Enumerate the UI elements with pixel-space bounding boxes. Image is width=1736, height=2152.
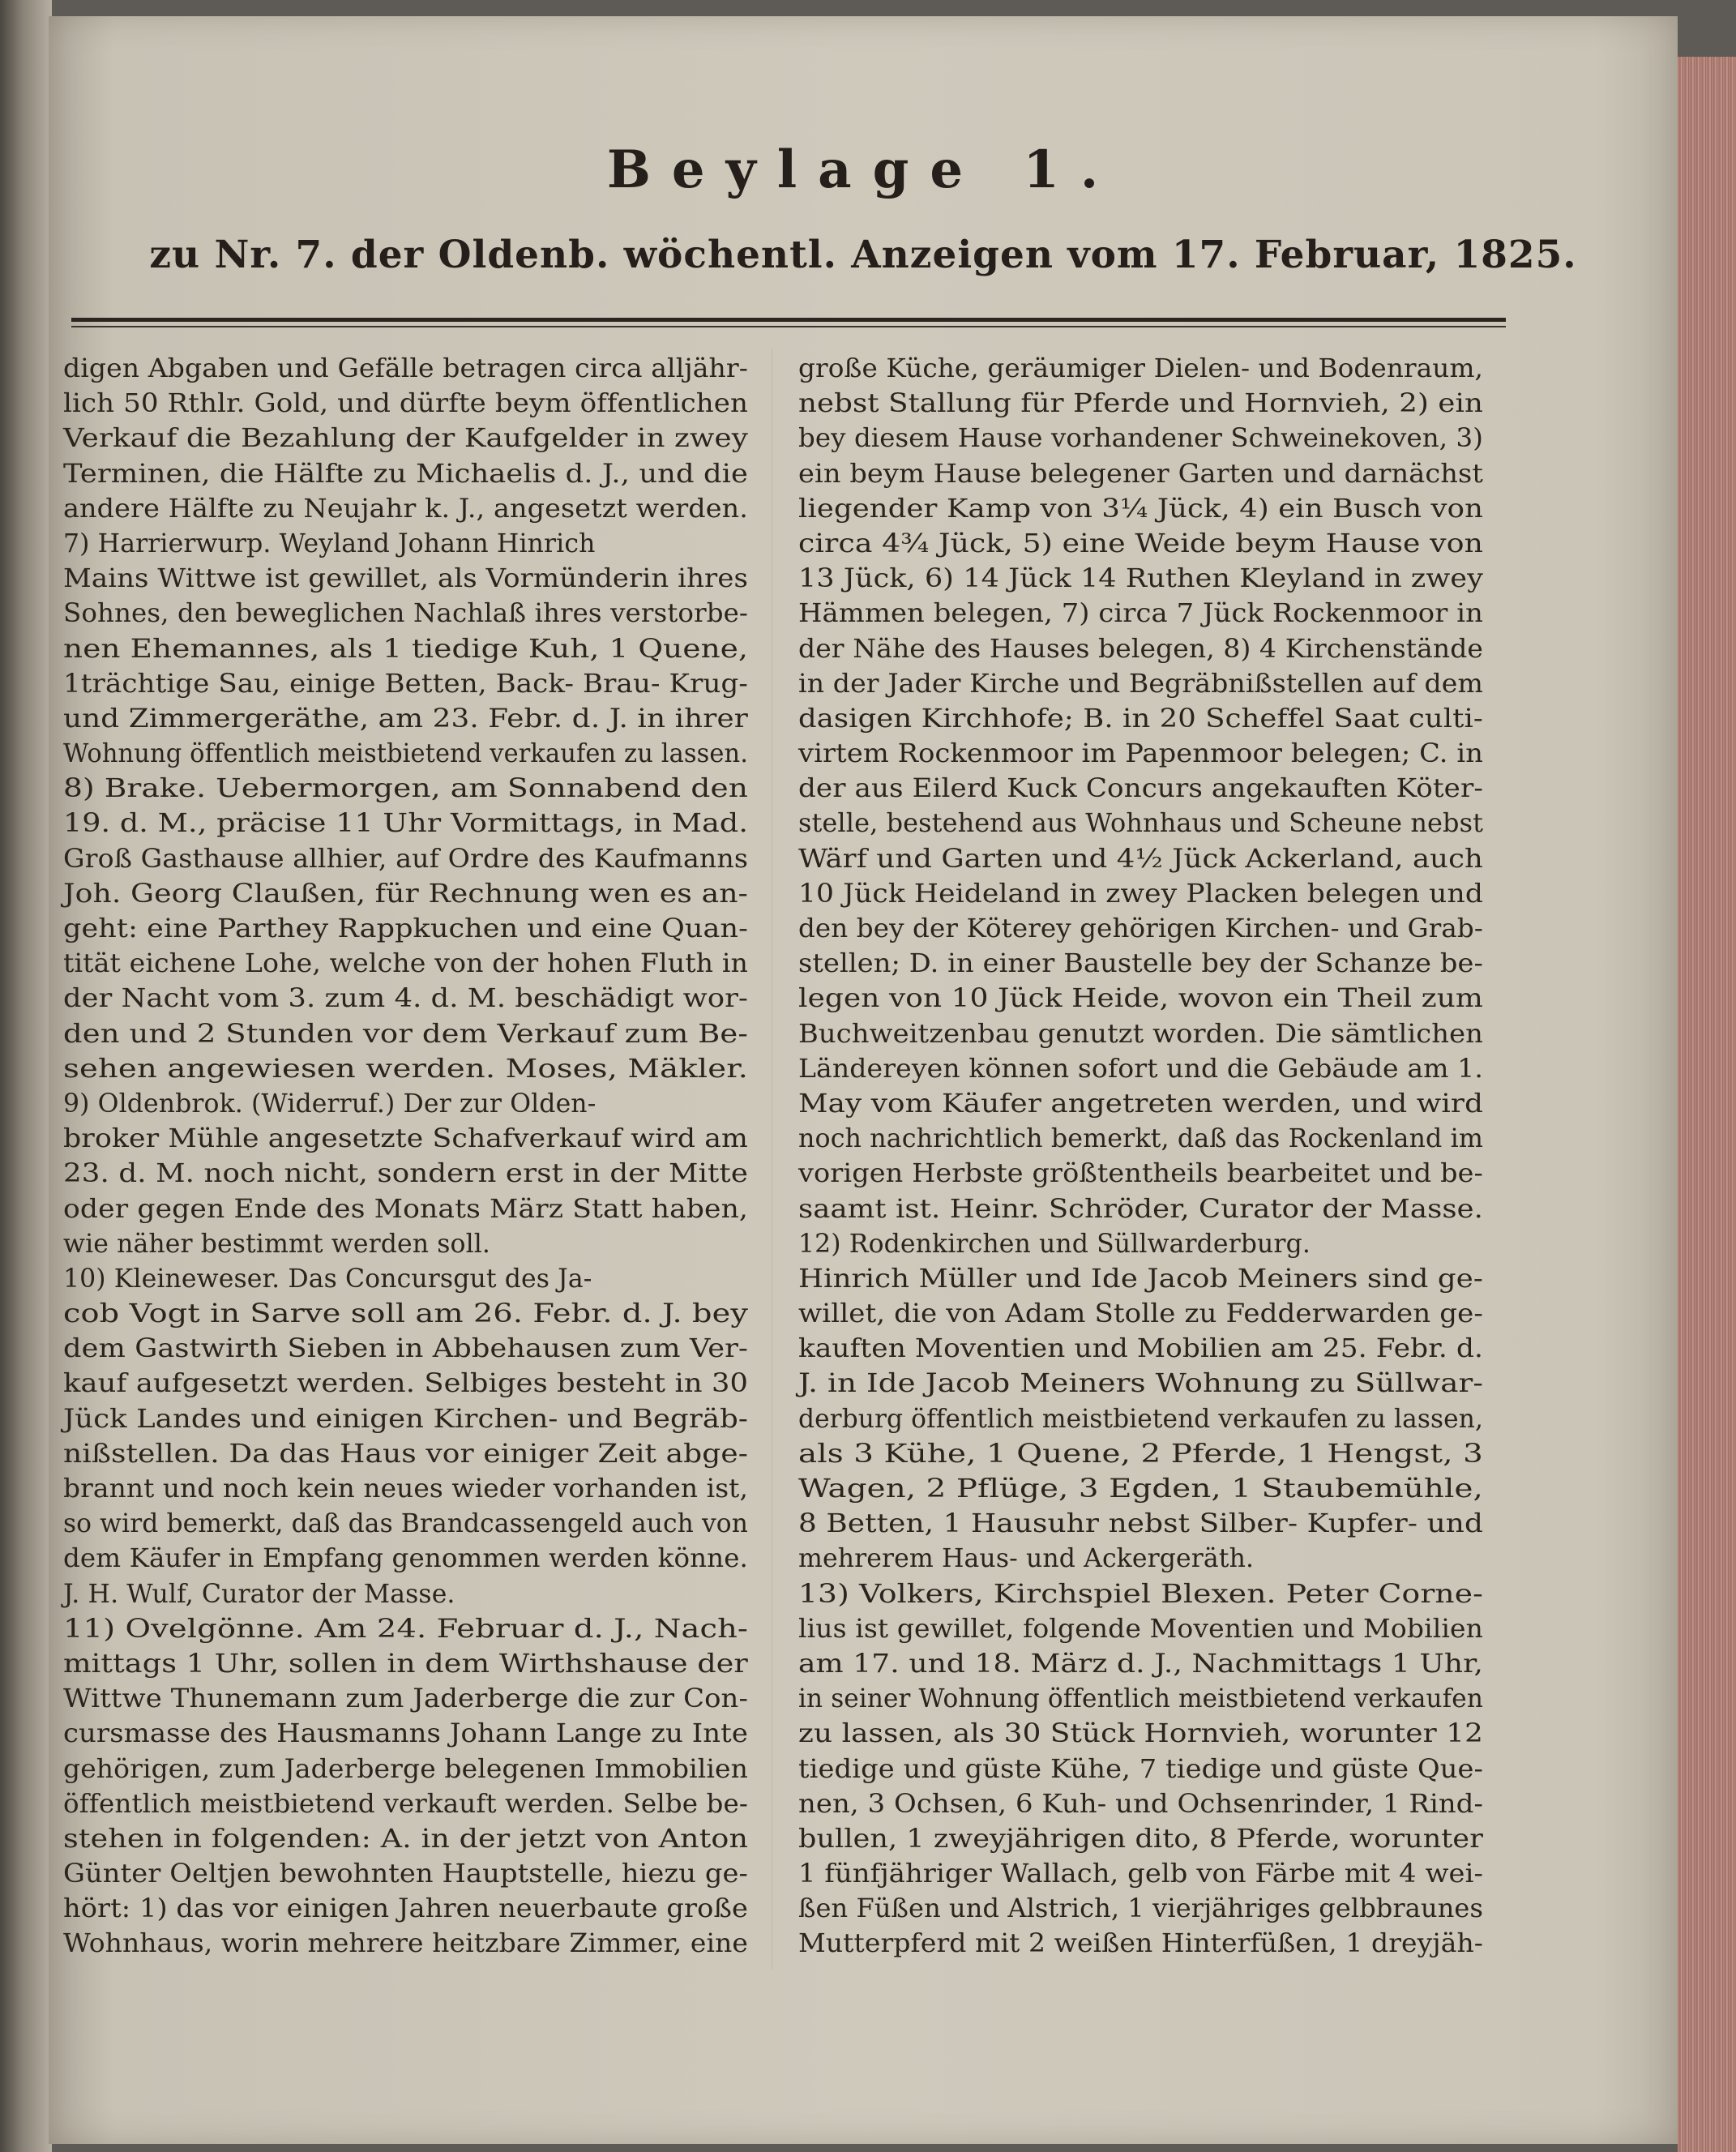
text-line-content: der aus Eilerd Kuck Concurs angekauften Köter- — [798, 774, 1483, 804]
text-line — [798, 562, 1483, 597]
text-line-content: der Nacht vom 3. zum 4. d. M. beschädigt wor- — [63, 984, 749, 1014]
text-line-content: Hinrich Müller und Ide Jacob Meiners sind ge- — [798, 1264, 1483, 1294]
text-line-content: geht: eine Parthey Rappkuchen und eine Quan- — [63, 914, 749, 943]
text-line — [63, 1122, 748, 1157]
text-line — [798, 1122, 1483, 1157]
text-line — [798, 1402, 1483, 1437]
text-line-content: nißstellen. Da das Haus vor einiger Zeit abge- — [63, 1439, 749, 1469]
text-line-content: andere Hälfte zu Neujahr k. J., angesetzt werden. — [63, 494, 749, 524]
text-line — [798, 1682, 1483, 1717]
text-line-content: gehörigen, zum Jaderberge belegenen Immobilien — [63, 1754, 748, 1784]
text-line — [63, 1927, 748, 1962]
text-line — [63, 947, 748, 982]
text-line-content: 8 Betten, 1 Hausuhr nebst Silber- Kupfer- und — [798, 1509, 1484, 1539]
text-line — [63, 421, 748, 456]
text-line — [798, 1647, 1483, 1682]
text-line — [63, 1087, 748, 1122]
text-line-content: in seiner Wohnung öffentlich meistbietend verkaufen — [798, 1684, 1483, 1714]
text-line-content: stellen; D. in einer Baustelle bey der Schanze be- — [798, 949, 1484, 979]
text-line — [798, 1297, 1483, 1332]
text-line — [798, 457, 1483, 492]
text-line-content: Wohnung öffentlich meistbietend verkaufen zu lassen. — [63, 739, 749, 769]
text-line-content: Hämmen belegen, 7) circa 7 Jück Rockenmoor in — [798, 599, 1484, 629]
text-line-content: und Zimmergeräthe, am 23. Febr. d. J. in ihrer — [63, 704, 749, 734]
text-line-content: kauf aufgesetzt werden. Selbiges besteht in 30 — [63, 1369, 749, 1399]
text-line — [63, 1717, 748, 1752]
text-line-content: den bey der Köterey gehörigen Kirchen- und Grab- — [798, 914, 1483, 943]
text-line — [63, 1612, 748, 1647]
text-line-content: Jück Landes und einigen Kirchen- und Begräb- — [63, 1404, 748, 1434]
text-line — [798, 421, 1483, 456]
text-line-content: cob Vogt in Sarve soll am 26. Febr. d. J. bey — [63, 1299, 749, 1329]
text-line-content: oder gegen Ende des Monats März Statt haben, — [63, 1194, 749, 1224]
text-line — [63, 387, 748, 421]
text-line-content: cursmasse des Hausmanns Johann Lange zu Inte — [63, 1719, 748, 1749]
text-line-content: vorigen Herbste größtentheils bearbeitet und be- — [798, 1159, 1483, 1189]
text-line — [63, 772, 748, 806]
text-line — [798, 1892, 1483, 1927]
text-line-content: 13) Volkers, Kirchspiel Blexen. Peter Corne- — [798, 1579, 1484, 1609]
text-line-content: 10) Kleineweser. Das Concursgut des Ja- — [63, 1264, 592, 1294]
text-line-content: Ländereyen können sofort und die Gebäude am 1. — [798, 1054, 1483, 1084]
text-line — [63, 457, 748, 492]
text-line-content: öffentlich meistbietend verkauft werden. Selbe be- — [63, 1789, 748, 1819]
text-line — [63, 1857, 748, 1892]
text-line — [63, 1332, 748, 1367]
text-line — [63, 1787, 748, 1822]
text-line-content: so wird bemerkt, daß das Brandcassengeld auch von — [63, 1509, 748, 1539]
text-line-content: große Küche, geräumiger Dielen- und Bodenraum, — [798, 354, 1484, 383]
text-line-content: J. in Ide Jacob Meiners Wohnung zu Süllwar- — [798, 1369, 1484, 1399]
text-line-content: 1 fünfjähriger Wallach, gelb von Färbe mit 4 wei- — [798, 1859, 1483, 1889]
text-line-content: dem Gastwirth Sieben in Abbehausen zum Ver- — [63, 1334, 749, 1364]
text-line-content: Buchweitzenbau genutzt worden. Die sämtlichen — [798, 1019, 1484, 1049]
text-line-content: in der Jader Kirche und Begräbnißstellen auf dem — [798, 669, 1483, 699]
text-line — [63, 1297, 748, 1332]
text-line — [798, 1577, 1483, 1612]
text-line — [63, 1542, 748, 1577]
text-line — [63, 702, 748, 737]
text-line-content: legen von 10 Jück Heide, wovon ein Theil zum — [798, 984, 1483, 1014]
text-line — [63, 842, 748, 877]
text-line — [798, 667, 1483, 702]
text-line-content: den und 2 Stunden vor dem Verkauf zum Be- — [63, 1019, 748, 1049]
text-line-content: May vom Käufer angetreten werden, und wird — [798, 1089, 1484, 1119]
text-line — [63, 1227, 748, 1262]
text-line-content: 10 Jück Heideland in zwey Placken belegen und — [798, 879, 1484, 909]
text-line-content: Verkauf die Bezahlung der Kaufgelder in zwey — [63, 424, 749, 454]
text-line — [798, 1367, 1483, 1401]
text-line-content: 23. d. M. noch nicht, sondern erst in der Mitte — [63, 1159, 748, 1189]
page-header — [49, 138, 1678, 284]
text-line-content: Wärf und Garten und 4½ Jück Ackerland, auch — [798, 844, 1484, 874]
text-line-content: bey diesem Hause vorhandener Schweinekoven, 3) — [798, 424, 1484, 454]
text-line — [798, 1857, 1483, 1892]
text-line — [798, 806, 1483, 841]
text-line — [63, 1507, 748, 1542]
header-rule-thin — [71, 326, 1506, 327]
text-line — [63, 1437, 748, 1472]
text-line — [798, 1332, 1483, 1367]
text-line — [798, 1822, 1483, 1857]
text-line-content: 9) Oldenbrok. (Widerruf.) Der zur Olden- — [63, 1089, 596, 1119]
text-line — [63, 667, 748, 702]
text-line-content: willet, die von Adam Stolle zu Fedderwarden ge- — [798, 1299, 1483, 1329]
text-line-content: ßen Füßen und Alstrich, 1 vierjähriges gelbbraunes — [798, 1894, 1483, 1924]
text-line-content: Mutterpferd mit 2 weißen Hinterfüßen, 1 dreyjäh- — [798, 1929, 1484, 1959]
text-line-content: 19. d. M., präcise 11 Uhr Vormittags, in Mad. — [63, 809, 749, 839]
text-line-content: Wohnhaus, worin mehrere heitzbare Zimmer, eine — [63, 1929, 749, 1959]
text-line — [63, 1577, 748, 1612]
text-line-content: kauften Moventien und Mobilien am 25. Febr. d. — [798, 1334, 1484, 1364]
text-line — [798, 1612, 1483, 1647]
text-line — [63, 1402, 748, 1437]
text-line-content: zu lassen, als 30 Stück Hornvieh, worunter 12 — [798, 1719, 1484, 1749]
text-line-content: sehen angewiesen werden. Moses, Mäkler. — [63, 1054, 748, 1084]
text-line-content: dem Käufer in Empfang genommen werden könne. — [63, 1544, 748, 1574]
text-line-content: wie näher bestimmt werden soll. — [63, 1229, 491, 1259]
text-line-content: Sohnes, den beweglichen Nachlaß ihres verstorbe- — [63, 599, 748, 629]
text-line — [798, 1787, 1483, 1822]
text-line-content: noch nachrichtlich bemerkt, daß das Rockenland im — [798, 1124, 1483, 1154]
text-line-content: 8) Brake. Uebermorgen, am Sonnabend den — [63, 774, 749, 804]
text-line-content: mittags 1 Uhr, sollen in dem Wirthshause der — [63, 1649, 748, 1679]
text-line — [63, 737, 748, 772]
text-line — [63, 1822, 748, 1857]
text-line-content: saamt ist. Heinr. Schröder, Curator der Masse. — [798, 1194, 1484, 1224]
text-line — [63, 492, 748, 527]
text-line — [63, 1752, 748, 1787]
text-line-content: der Nähe des Hauses belegen, 8) 4 Kirchenstände — [798, 634, 1484, 664]
text-line — [63, 1367, 748, 1401]
text-line — [798, 527, 1483, 562]
text-line — [63, 562, 748, 597]
text-line — [63, 877, 748, 912]
text-line — [63, 806, 748, 841]
text-line-content: 7) Harrierwurp. Weyland Johann Hinrich — [63, 528, 596, 558]
text-line-content: 11) Ovelgönne. Am 24. Februar d. J., Nach- — [63, 1614, 749, 1644]
text-line-content: am 17. und 18. März d. J., Nachmittags 1 Uhr, — [798, 1649, 1484, 1679]
text-line-content: stelle, bestehend aus Wohnhaus und Scheune nebst — [798, 809, 1484, 839]
text-line — [798, 702, 1483, 737]
text-line — [63, 527, 748, 562]
text-line-content: mehrerem Haus- und Ackergeräth. — [798, 1544, 1255, 1574]
text-line — [798, 597, 1483, 631]
text-line — [63, 1157, 748, 1192]
text-line — [63, 597, 748, 631]
text-line-content: 13 Jück, 6) 14 Jück 14 Ruthen Kleyland in zwey — [798, 564, 1484, 594]
text-line-content: Günter Oeltjen bewohnten Hauptstelle, hiezu ge- — [63, 1859, 749, 1889]
text-line — [63, 632, 748, 667]
text-line — [63, 352, 748, 387]
left-column — [63, 352, 748, 1962]
text-line-content: tiedige und güste Kühe, 7 tiedige und güste Que- — [798, 1754, 1484, 1784]
text-line — [63, 1052, 748, 1087]
text-line — [798, 1507, 1483, 1542]
text-line — [63, 1682, 748, 1717]
text-line — [798, 1192, 1483, 1227]
text-line — [798, 1542, 1483, 1577]
text-line-content: 12) Rodenkirchen und Süllwarderburg. — [798, 1229, 1311, 1259]
text-line-content: dasigen Kirchhofe; B. in 20 Scheffel Saat culti- — [798, 704, 1483, 734]
text-line-content: brannt und noch kein neues wieder vorhanden ist, — [63, 1474, 749, 1504]
text-line — [798, 1717, 1483, 1752]
text-line-content: circa 4¾ Jück, 5) eine Weide beym Hause von — [798, 528, 1484, 558]
text-line — [798, 387, 1483, 421]
text-line — [798, 1227, 1483, 1262]
text-line — [798, 1157, 1483, 1192]
text-line-content: nen, 3 Ochsen, 6 Kuh- und Ochsenrinder, 1 Rind- — [798, 1789, 1484, 1819]
text-line-content: J. H. Wulf, Curator der Masse. — [63, 1579, 455, 1609]
text-line-content: liegender Kamp von 3¼ Jück, 4) ein Busch von — [798, 494, 1484, 524]
text-line — [798, 912, 1483, 947]
text-line — [63, 1647, 748, 1682]
text-line — [798, 1017, 1483, 1052]
text-line-content: virtem Rockenmoor im Papenmoor belegen; C. in — [798, 739, 1484, 769]
page-stack-edge — [1678, 57, 1736, 2152]
text-line — [63, 1192, 748, 1227]
text-line-content: nebst Stallung für Pferde und Hornvieh, 2) ein — [798, 389, 1483, 419]
text-line — [63, 1892, 748, 1927]
text-line — [798, 877, 1483, 912]
text-line-content: tität eichene Lohe, welche von der hohen Fluth in — [63, 949, 749, 979]
text-line — [798, 1052, 1483, 1087]
text-line-content: ein beym Hause belegener Garten und darnächst — [798, 459, 1483, 489]
text-line — [798, 982, 1483, 1016]
text-line — [63, 1472, 748, 1507]
text-line — [63, 1262, 748, 1297]
text-line — [798, 1472, 1483, 1507]
text-line — [63, 982, 748, 1016]
text-line-content: digen Abgaben und Gefälle betragen circa alljähr- — [63, 354, 749, 383]
text-line — [63, 912, 748, 947]
text-line-content: Mains Wittwe ist gewillet, als Vormünderin ihres — [63, 564, 749, 594]
text-line — [798, 1437, 1483, 1472]
text-line-content: bullen, 1 zweyjährigen dito, 8 Pferde, worunter — [798, 1824, 1483, 1854]
text-line — [798, 1927, 1483, 1962]
text-line — [798, 1262, 1483, 1297]
text-line-content: derburg öffentlich meistbietend verkaufen zu lassen, — [798, 1404, 1483, 1434]
text-line — [798, 1087, 1483, 1122]
text-line — [798, 772, 1483, 806]
page-title: Beylage 1. — [606, 139, 1120, 200]
text-line-content: als 3 Kühe, 1 Quene, 2 Pferde, 1 Hengst, 3 — [798, 1439, 1483, 1469]
text-line-content: Wittwe Thunemann zum Jaderberge die zur Con- — [63, 1684, 749, 1714]
text-line — [63, 1017, 748, 1052]
text-line-content: lich 50 Rthlr. Gold, und dürfte beym öffentlichen — [63, 389, 749, 419]
left-page-edge — [0, 0, 52, 2152]
text-line — [798, 737, 1483, 772]
text-line — [798, 632, 1483, 667]
text-line-content: hört: 1) das vor einigen Jahren neuerbaute große — [63, 1894, 749, 1924]
text-line-content: Joh. Georg Claußen, für Rechnung wen es an- — [63, 879, 748, 909]
text-line — [798, 947, 1483, 982]
text-line-content: broker Mühle angesetzte Schafverkauf wird am — [63, 1124, 748, 1154]
text-line — [798, 842, 1483, 877]
text-line-content: Terminen, die Hälfte zu Michaelis d. J., und die — [63, 459, 748, 489]
right-column — [798, 352, 1483, 1962]
text-line-content: stehen in folgenden: A. in der jetzt von Anton — [63, 1824, 749, 1854]
header-rule-thick — [71, 318, 1506, 322]
page-subtitle: zu Nr. 7. der Oldenb. wöchentl. Anzeigen vom 17. Februar, 1825. — [149, 233, 1577, 277]
text-line-content: nen Ehemannes, als 1 tiedige Kuh, 1 Quene, — [63, 634, 749, 664]
text-line — [798, 352, 1483, 387]
text-line-content: Groß Gasthause allhier, auf Ordre des Kaufmanns — [63, 844, 749, 874]
text-line — [798, 1752, 1483, 1787]
text-line-content: Wagen, 2 Pflüge, 3 Egden, 1 Staubemühle, — [798, 1474, 1483, 1504]
text-line-content: 1trächtige Sau, einige Betten, Back- Brau- Krug- — [63, 669, 748, 699]
text-line — [798, 492, 1483, 527]
text-line-content: lius ist gewillet, folgende Moventien und Mobilien — [798, 1614, 1483, 1644]
